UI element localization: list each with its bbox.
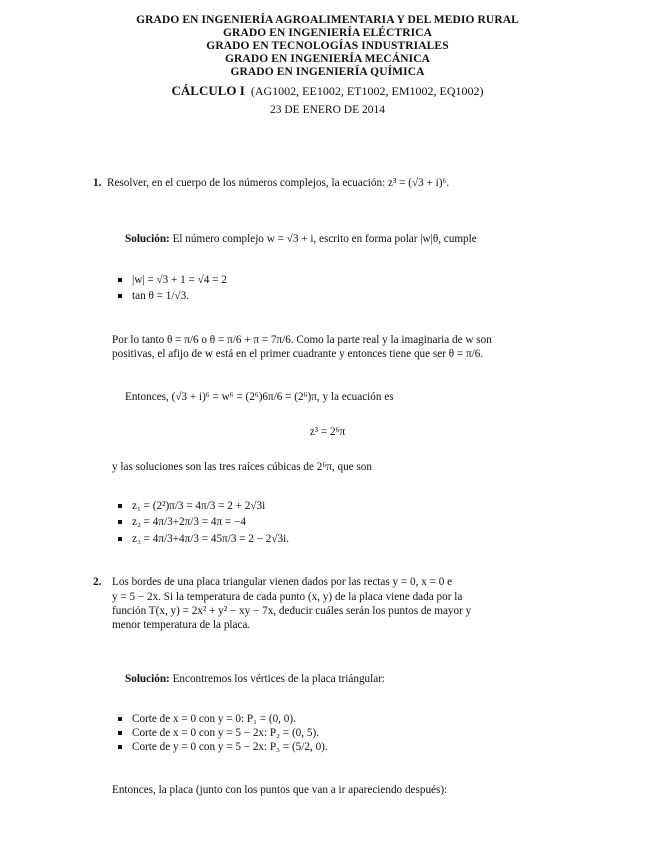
problem-2-solution-text: Encontremos los vértices de la placa triángular: [172,673,386,685]
problem-1-bullet: |w| = √3 + 1 = √4 = 2 [118,274,227,286]
problem-2-bullet: Corte de y = 0 con y = 5 − 2x: P₃ = (5/2, 0). [118,741,328,753]
problem-2-statement-line-2: y = 5 − 2x. Si la temperatura de cada punto (x, y) de la placa viene dada por la [112,591,463,603]
problem-1-paragraph-1-line-2: positivas, el afijo de w está en el primer cuadrante y entonces tiene que ser θ = π/6. [112,348,484,360]
problem-1-solution-text: El número complejo w = √3 + i, escrito en forma polar |w|θ, cumple [172,233,477,245]
problem-1-statement: Resolver, en el cuerpo de los números complejos, la ecuación: z³ = (√3 + i)⁶. [106,177,450,189]
problem-2-bullet: Corte de x = 0 con y = 5 − 2x: P₂ = (0, 5). [118,727,319,739]
exam-date: 23 DE ENERO DE 2014 [270,104,385,116]
header-line-5: GRADO EN INGENIERÍA QUÍMICA [230,66,425,78]
header-line-2: GRADO EN INGENIERÍA ELÉCTRICA [223,27,432,39]
course-codes: (AG1002, EE1002, ET1002, EM1002, EQ1002) [250,84,484,98]
course-title: CÁLCULO I [171,83,245,98]
problem-1-root: z₂ = 4π/3+2π/3 = 4π = −4 [118,516,246,528]
header-line-3: GRADO EN TECNOLOGÍAS INDUSTRIALES [206,40,449,52]
header-line-4: GRADO EN INGENIERÍA MECÁNICA [224,53,431,65]
problem-2-number: 2. [93,576,102,588]
problem-2-statement-line-1: Los bordes de una placa triangular vienen dados por las rectas y = 0, x = 0 e [112,576,453,588]
problem-1-solution-label: Solución: [125,233,170,245]
problem-2-solution-intro [125,672,545,686]
problem-1-equation: z³ = 2⁶π [309,426,346,438]
problem-2-statement-line-4: menor temperatura de la placa. [112,619,251,631]
problem-2-statement-line-3: función T(x, y) = 2x² + y² − xy − 7x, deducir cuáles serán los puntos de mayor y [112,605,472,617]
problem-1-solution-intro [125,232,555,246]
problem-2-closing: Entonces, la placa (junto con los puntos que van a ir apareciendo después): [112,784,448,796]
header-line-1: GRADO EN INGENIERÍA AGROALIMENTARIA Y DEL MEDIO RURAL [136,14,519,26]
problem-2-bullet: Corte de x = 0 con y = 0: P₁ = (0, 0). [118,713,296,725]
problem-1-root: z₃ = 4π/3+4π/3 = 45π/3 = 2 − 2√3i. [118,533,289,545]
problem-2-solution-label: Solución: [125,673,170,685]
problem-1-paragraph-2: Entonces, (√3 + i)⁶ = w⁶ = (2⁶)6π/6 = (2⁶)π, y la ecuación es [125,391,394,403]
problem-1-root: z₁ = (2²)π/3 = 4π/3 = 2 + 2√3i [118,500,265,512]
problem-1-bullet: tan θ = 1/√3. [118,290,189,302]
problem-1-statement-line [93,176,563,190]
problem-1-number: 1. [93,177,102,189]
course-line [0,83,655,99]
problem-1-paragraph-1-line-1: Por lo tanto θ = π/6 o θ = π/6 + π = 7π/6. Como la parte real y la imaginaria de w son [112,334,492,346]
problem-1-paragraph-3: y las soluciones son las tres raíces cúbicas de 2⁶π, que son [112,461,372,473]
